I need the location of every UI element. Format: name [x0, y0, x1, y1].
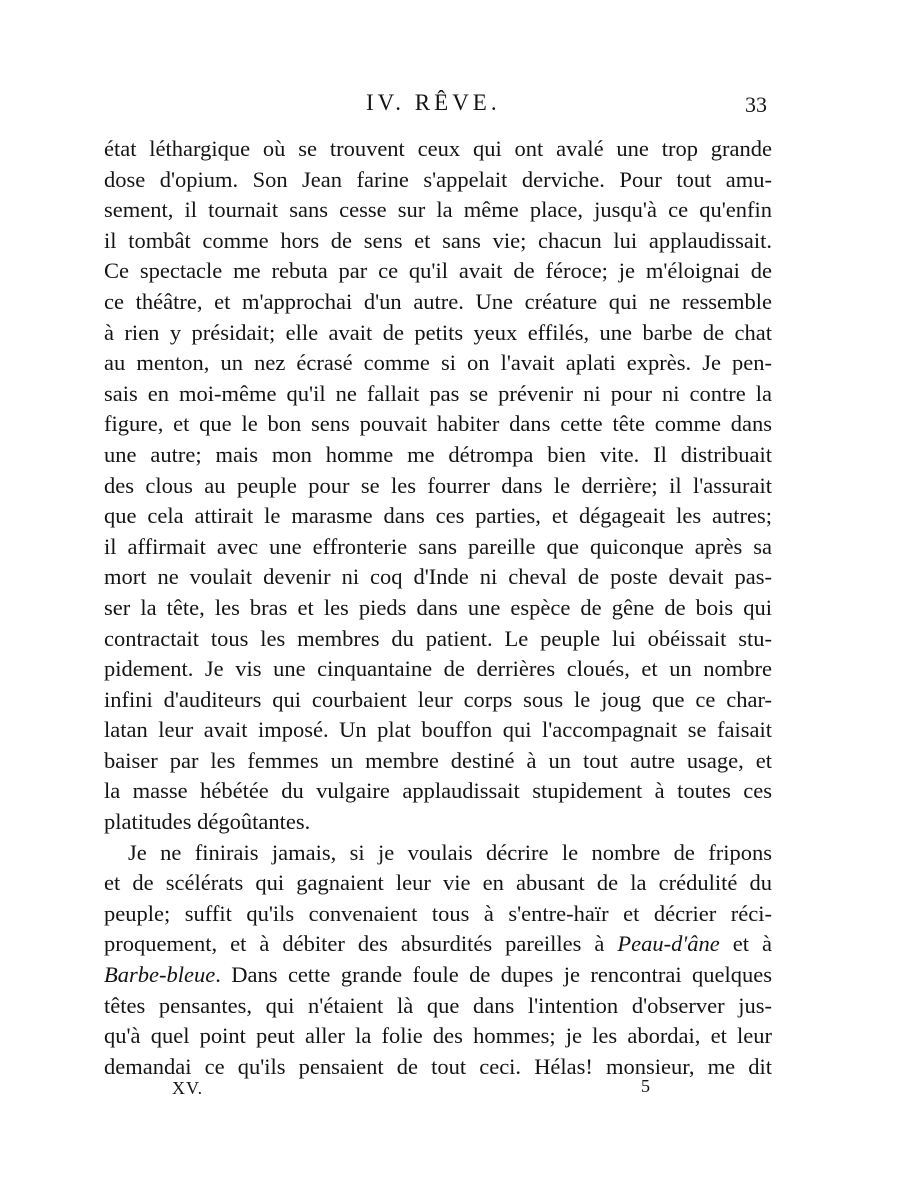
page-number: 33 — [745, 92, 767, 117]
text-line: baiser par les femmes un membre destiné à un tout autre usage, et — [104, 747, 772, 773]
text-line: infini d'auditeurs qui courbaient leur corps sous le joug que ce char- — [104, 686, 772, 712]
text-line: au menton, un nez écrasé comme si on l'avait aplati exprès. Je pen- — [104, 350, 772, 376]
text-line: sement, il tournait sans cesse sur la même place, jusqu'à ce qu'enfin — [104, 197, 772, 223]
running-head — [0, 90, 900, 122]
sheet-number: 5 — [641, 1076, 650, 1096]
text-line: pidement. Je vis une cinquantaine de derrières cloués, et un nombre — [104, 656, 772, 682]
text-line: qu'à quel point peut aller la folie des hommes; je les abordai, et leur — [104, 1023, 772, 1049]
text-line: la masse hébétée du vulgaire applaudissait stupidement à toutes ces — [104, 778, 772, 804]
text-line: ce théâtre, et m'approchai d'un autre. Une créature qui ne ressemble — [104, 288, 772, 314]
text-line: que cela attirait le marasme dans ces parties, et dégageait les autres; — [104, 503, 772, 529]
body-text — [104, 134, 772, 1082]
text-line: peuple; suffit qu'ils convenaient tous à s'entre-haïr et décrier réci- — [104, 900, 772, 926]
text-line: état léthargique où se trouvent ceux qui ont avalé une trop grande — [104, 136, 772, 161]
text-line: Ce spectacle me rebuta par ce qu'il avait de féroce; je m'éloignai de — [104, 258, 772, 284]
running-title: IV. RÊVE. — [366, 90, 501, 115]
text-line: à rien y présidait; elle avait de petits yeux effilés, une barbe de chat — [104, 319, 772, 345]
text-line: dose d'opium. Son Jean farine s'appelait derviche. Pour tout amu- — [104, 166, 772, 192]
text-line: contractait tous les membres du patient. Le peuple lui obéissait stu- — [104, 625, 772, 651]
text-line: proquement, et à débiter des absurdités pareilles à Peau-d'âne et à — [104, 931, 772, 957]
tale-title: Peau-d'âne — [617, 931, 720, 957]
text-line: il tombât comme hors de sens et sans vie; chacun lui applaudissait. — [104, 227, 772, 253]
signature-mark: XV. — [172, 1078, 204, 1098]
text-line: et de scélérats qui gagnaient leur vie en abusant de la crédulité du — [104, 870, 772, 896]
text-line: platitudes dégoûtantes. — [104, 809, 311, 835]
text-line: demandai ce qu'ils pensaient de tout ceci. Hélas! monsieur, me dit — [104, 1053, 772, 1079]
text-line: il affirmait avec une effronterie sans pareille que quiconque après sa — [104, 533, 772, 559]
paragraph — [104, 838, 772, 1083]
text-line: figure, et que le bon sens pouvait habiter dans cette tête comme dans — [104, 411, 772, 437]
text-line: des clous au peuple pour se les fourrer dans le derrière; il l'assurait — [104, 472, 772, 498]
text-line: sais en moi-même qu'il ne fallait pas se prévenir ni pour ni contre la — [104, 380, 772, 406]
text-line: Je ne finirais jamais, si je voulais décrire le nombre de fripons — [128, 839, 772, 865]
text-line: mort ne voulait devenir ni coq d'Inde ni cheval de poste devait pas- — [104, 564, 772, 590]
text-line: Barbe-bleue. Dans cette grande foule de dupes je rencontrai quelques — [104, 962, 772, 988]
text-line: latan leur avait imposé. Un plat bouffon qui l'accompagnait se faisait — [104, 717, 772, 743]
paragraph — [104, 134, 772, 838]
text-line: têtes pensantes, qui n'étaient là que dans l'intention d'observer jus- — [104, 992, 772, 1018]
text-line: une autre; mais mon homme me détrompa bien vite. Il distribuait — [104, 441, 772, 467]
tale-title: Barbe-bleue — [104, 962, 216, 988]
text-line: ser la tête, les bras et les pieds dans une espèce de gêne de bois qui — [104, 594, 772, 620]
